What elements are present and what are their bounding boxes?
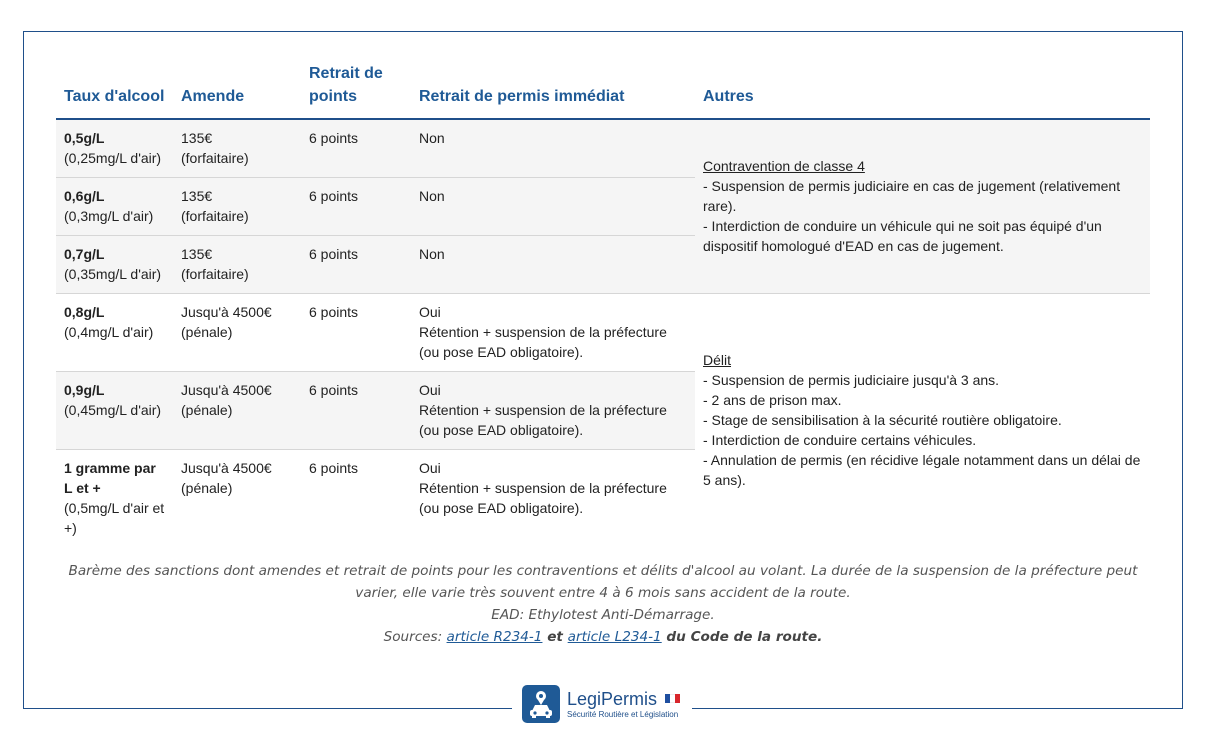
immediate-answer: Oui — [419, 304, 441, 320]
link-article-r234-1[interactable]: article R234-1 — [446, 629, 543, 645]
logo-text — [567, 689, 680, 720]
logo-wordmark — [567, 689, 680, 709]
fine-cell — [173, 294, 301, 372]
fine-type: (pénale) — [181, 402, 233, 418]
fine-cell — [173, 119, 301, 178]
fine-amount: 135€ — [181, 188, 213, 204]
rate-value: 0,5g/L — [64, 130, 105, 146]
caption-sources — [56, 626, 1150, 648]
fine-amount: 135€ — [181, 130, 213, 146]
rate-cell — [56, 372, 173, 450]
immediate-note: (ou pose EAD obligatoire). — [419, 422, 584, 438]
immediate-cell: Non — [411, 178, 695, 236]
sources-suffix: du Code de la route. — [661, 629, 823, 645]
fine-cell — [173, 236, 301, 294]
fine-type: (pénale) — [181, 480, 233, 496]
immediate-note: (ou pose EAD obligatoire). — [419, 344, 584, 360]
immediate-cell — [411, 372, 695, 450]
logo-tagline: Sécurité Routière et Législation — [567, 709, 679, 719]
immediate-detail: Rétention + suspension de la préfecture — [419, 480, 667, 496]
delit-line: - Stage de sensibilisation à la sécurité routière obligatoire. — [703, 412, 1062, 428]
fine-type: (forfaitaire) — [181, 208, 249, 224]
points-cell: 6 points — [301, 178, 411, 236]
delit-title: Délit — [703, 352, 732, 368]
fine-type: (forfaitaire) — [181, 150, 249, 166]
rate-cell — [56, 450, 173, 548]
fine-amount: Jusqu'à 4500€ — [181, 382, 272, 398]
points-cell: 6 points — [301, 119, 411, 178]
sources-and: et — [542, 629, 568, 645]
fine-cell — [173, 450, 301, 548]
fine-cell — [173, 372, 301, 450]
rate-value: 0,9g/L — [64, 382, 105, 398]
delit-line: - 2 ans de prison max. — [703, 392, 842, 408]
air-value: (0,35mg/L d'air) — [64, 266, 162, 282]
header-immediate: Retrait de permis immédiat — [411, 62, 695, 119]
contravention-line: - Suspension de permis judiciaire en cas de jugement (relativement rare). — [703, 178, 1121, 214]
rate-cell — [56, 178, 173, 236]
contravention-line: - Interdiction de conduire un véhicule qui ne soit pas équipé d'un dispositif homologué d'EAD en cas de jugement. — [703, 218, 1102, 254]
immediate-answer: Oui — [419, 382, 441, 398]
header-fine: Amende — [173, 62, 301, 119]
table-caption — [56, 560, 1150, 648]
air-value: (0,3mg/L d'air) — [64, 208, 154, 224]
immediate-cell — [411, 294, 695, 372]
table-row — [56, 119, 1150, 178]
table-header-row — [56, 62, 1150, 119]
air-value: (0,45mg/L d'air) — [64, 402, 162, 418]
rate-value: 0,6g/L — [64, 188, 105, 204]
sanctions-table — [56, 62, 1150, 547]
rate-value: 0,8g/L — [64, 304, 105, 320]
contravention-title: Contravention de classe 4 — [703, 158, 865, 174]
delit-line: - Annulation de permis (en récidive légale notamment dans un délai de 5 ans). — [703, 452, 1141, 488]
immediate-cell: Non — [411, 119, 695, 178]
air-value: (0,4mg/L d'air) — [64, 324, 154, 340]
rate-cell — [56, 119, 173, 178]
delit-line: - Interdiction de conduire certains véhicules. — [703, 432, 977, 448]
autres-contravention-cell — [695, 119, 1150, 294]
points-cell: 6 points — [301, 372, 411, 450]
legipermis-logo — [512, 684, 692, 724]
car-pin-icon — [522, 685, 560, 723]
immediate-detail: Rétention + suspension de la préfecture — [419, 402, 667, 418]
fine-type: (forfaitaire) — [181, 266, 249, 282]
immediate-detail: Rétention + suspension de la préfecture — [419, 324, 667, 340]
logo-name: LegiPermis — [567, 688, 658, 709]
header-rate: Taux d'alcool — [56, 62, 173, 119]
fine-amount: Jusqu'à 4500€ — [181, 304, 272, 320]
autres-delit-cell — [695, 294, 1150, 548]
points-cell: 6 points — [301, 294, 411, 372]
caption-ead: EAD: Ethylotest Anti-Démarrage. — [491, 607, 715, 623]
link-article-l234-1[interactable]: article L234-1 — [567, 629, 662, 645]
rate-cell — [56, 236, 173, 294]
header-points-label: Retrait de points — [309, 65, 383, 105]
immediate-cell: Non — [411, 236, 695, 294]
table-row — [56, 294, 1150, 372]
points-cell: 6 points — [301, 236, 411, 294]
header-points — [301, 62, 411, 119]
rate-cell — [56, 294, 173, 372]
air-value: (0,25mg/L d'air) — [64, 150, 162, 166]
header-autres: Autres — [695, 62, 1150, 119]
rate-value: 1 gramme par L et + — [64, 460, 156, 496]
fine-amount: 135€ — [181, 246, 213, 262]
caption-text: Barème des sanctions dont amendes et retrait de points pour les contraventions et délits d'alcool au volant. La durée de la suspension de la préfecture peut varier, elle varie très souvent entre 4 à 6 mois sans accident de la route. — [68, 563, 1138, 601]
fine-cell — [173, 178, 301, 236]
immediate-cell — [411, 450, 695, 548]
french-flag-icon — [665, 694, 680, 703]
rate-value: 0,7g/L — [64, 246, 105, 262]
air-value: (0,5mg/L d'air et +) — [64, 500, 165, 536]
fine-amount: Jusqu'à 4500€ — [181, 460, 272, 476]
points-cell: 6 points — [301, 450, 411, 548]
immediate-answer: Oui — [419, 460, 441, 476]
delit-line: - Suspension de permis judiciaire jusqu'à 3 ans. — [703, 372, 1000, 388]
fine-type: (pénale) — [181, 324, 233, 340]
immediate-note: (ou pose EAD obligatoire). — [419, 500, 584, 516]
sources-prefix: Sources: — [383, 629, 447, 645]
car-pin-icon-svg — [527, 689, 555, 719]
